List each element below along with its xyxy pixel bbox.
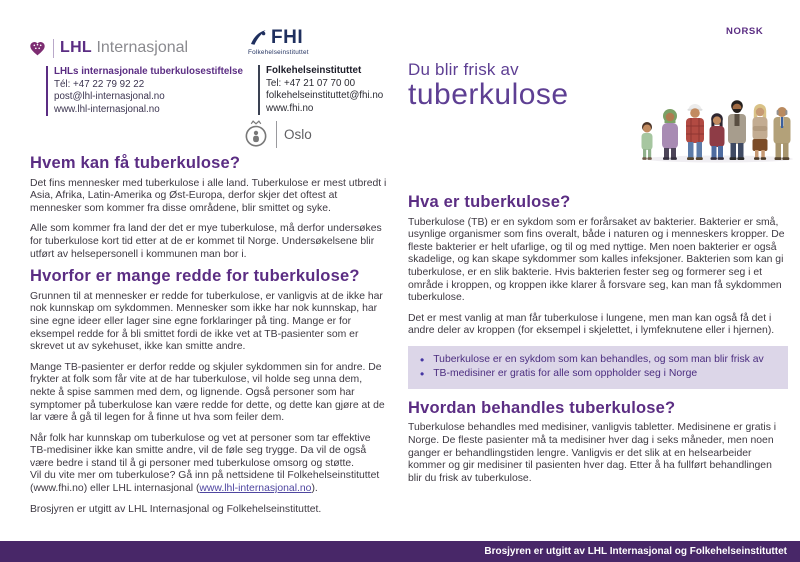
paragraph-who-1: Det fins mennesker med tuberkulose i alle land. Tuberkulose er mest utbredt i Asia, Afrika, Latin-Amerika og Øst-Europa, derfor skjer det oftest at mennesker som kommer fra disse områdene, blir smittet og syke. xyxy=(30,177,387,214)
fhi-logo xyxy=(248,27,423,56)
divider xyxy=(276,121,277,148)
paragraph-how-1: Tuberkulose behandles med medisiner, vanligvis tabletter. Medisinene er gratis i Norge. De fleste pasienter må ta medisiner hver dag i seks måneder, men noen ganger er behandlingstiden lengre. Vanligvis er det slik at en helsearbeider kommer og gir medisiner til pasienten hver dag. Etter å ha fullført behandlingen blir du frisk av tuberkulose. xyxy=(408,422,777,484)
lhl-heart-icon xyxy=(28,39,47,58)
fhi-brand-subtext: Folkehelseinstituttet xyxy=(248,49,309,56)
page-title xyxy=(408,60,569,110)
lhl-logo xyxy=(28,37,243,59)
fhi-email: folkehelseinstituttet@fhi.no xyxy=(266,90,384,102)
fhi-phone: Tel: +47 21 07 70 00 xyxy=(266,77,356,89)
key-fact-text: TB-medisiner er gratis for alle som oppholder seg i Norge xyxy=(433,368,698,380)
title-line1: Du blir frisk av xyxy=(408,60,519,79)
paragraph-more-info xyxy=(30,470,388,495)
lhl-org-name: LHLs internasjonale tuberkulosestiftelse xyxy=(54,66,243,77)
section-heading-how: Hvordan behandles tuberkulose? xyxy=(408,398,676,417)
lhl-brand-rest: Internasjonal xyxy=(92,39,189,56)
left-column xyxy=(30,154,388,524)
lhl-header-block xyxy=(28,37,243,116)
lhl-website-link[interactable]: www.lhl-internasjonal.no xyxy=(199,483,312,495)
fhi-swoosh-icon xyxy=(248,27,268,47)
lhl-contact xyxy=(46,66,243,116)
oslo-block xyxy=(243,119,312,149)
lhl-phone: Tél: +47 22 79 92 22 xyxy=(54,78,145,90)
bullet-icon: • xyxy=(420,367,425,382)
footer-text: Brosjyren er utgitt av LHL Internasjonal og Folkehelseinstituttet xyxy=(484,546,787,557)
oslo-seal-icon xyxy=(243,119,269,149)
paragraph-why-2: Mange TB-pasienter er derfor redde og skjuler sykdommen sin for andre. De frykter at folk som får vite at de har tuberkulose, vil holde seg unna dem, nekte å spise sammen med dem, og lignende. Også personer som har symptomer på tuberkulose kan være redde for dette, og dette kan gjøre at de lar være å gå til legen for å finne ut hva som feiler dem. xyxy=(30,361,385,424)
key-fact-item xyxy=(414,367,778,381)
more-info-text: Vil du vite mer om tuberkulose? Gå inn på nettsidene til Folkehelseinstituttet (www.fhi.no) eller LHL internasjonal ( xyxy=(30,470,380,495)
section-heading-who: Hvem kan få tuberkulose? xyxy=(30,154,241,172)
fhi-brand-text: FHI xyxy=(271,27,304,48)
bullet-icon: • xyxy=(420,352,425,367)
paragraph-why-3: Når folk har kunnskap om tuberkulose og vet at personer som tar effektive TB-medisiner ikke kan smitte andre, vil de føle seg trygge. Da vil de også være bedre i stand til å gi personer med tuberkulose omsorg og støtte. xyxy=(30,432,371,469)
more-info-text-after: ). xyxy=(311,483,318,495)
lhl-brand-bold: LHL xyxy=(60,39,93,56)
right-column xyxy=(408,193,788,493)
language-label: NORSK xyxy=(726,26,764,37)
divider xyxy=(53,39,54,58)
paragraph-who-2: Alle som kommer fra land der det er mye tuberkulose, må derfor undersøkes for tuberkulose kort tid etter at de er kommet til Norge. Undersøkelsene blir utført av helsepersonell i kommunen man bor i. xyxy=(30,223,382,260)
paragraph-what-2: Det er mest vanlig at man får tuberkulose i lungene, men man kan også få det i andre deler av kroppen (for eksempel i skjelettet, i lymfeknutene eller i hjernen). xyxy=(408,312,775,337)
lhl-website: www.lhl-internasjonal.no xyxy=(54,103,160,115)
paragraph-credit: Brosjyren er utgitt av LHL Internasjonal og Folkehelseinstituttet. xyxy=(30,503,322,515)
fhi-org-name: Folkehelseinstituttet xyxy=(266,65,362,76)
fhi-website: www.fhi.no xyxy=(266,102,314,114)
key-fact-item xyxy=(414,353,778,367)
footer-bar xyxy=(0,541,800,562)
fhi-header-block xyxy=(248,27,423,115)
lhl-brand xyxy=(60,39,188,57)
title-line2: tuberkulose xyxy=(408,78,569,111)
fhi-contact xyxy=(258,65,423,115)
key-facts-box xyxy=(408,346,788,389)
section-heading-why: Hvorfor er mange redde for tuberkulose? xyxy=(30,267,360,286)
paragraph-why-1: Grunnen til at mennesker er redde for tuberkulose, er vanligvis at de ikke har nok kunnskap om sykdommen. Mennesker som ikke har nok kunnskap, har sine egne ideer eller lager sine egne forklaringer på ting. Mange er for eksempel redde for å bli smittet fordi de ikke vet at TB-pasienter som er skrevet ut av sykehuset, ikke kan smitte andre. xyxy=(30,290,383,353)
people-illustration xyxy=(633,52,797,164)
oslo-label: Oslo xyxy=(284,126,312,142)
lhl-email: post@lhl-internasjonal.no xyxy=(54,91,165,103)
section-heading-what: Hva er tuberkulose? xyxy=(408,193,571,211)
key-fact-text: Tuberkulose er en sykdom som kan behandles, og som man blir frisk av xyxy=(433,353,764,365)
paragraph-what-1: Tuberkulose (TB) er en sykdom som er forårsaket av bakterier. Bakterier er små, usynlige organismer som fins overalt, både i naturen og i menneskers kropper. De fleste bakterier er helt ufarlige, og til og med nyttige. Men noen bakterier er også skadelige, og kan skape sykdommer som kalles infeksjoner. Bakterien som kan gi tuberkulose, er en slik bakterie. Hvis bakterien fester seg og formerer seg i et område i kroppen, og kroppen ikke klarer å forsvare seg, kan man få sykdommen tuberkulose. xyxy=(408,216,785,304)
